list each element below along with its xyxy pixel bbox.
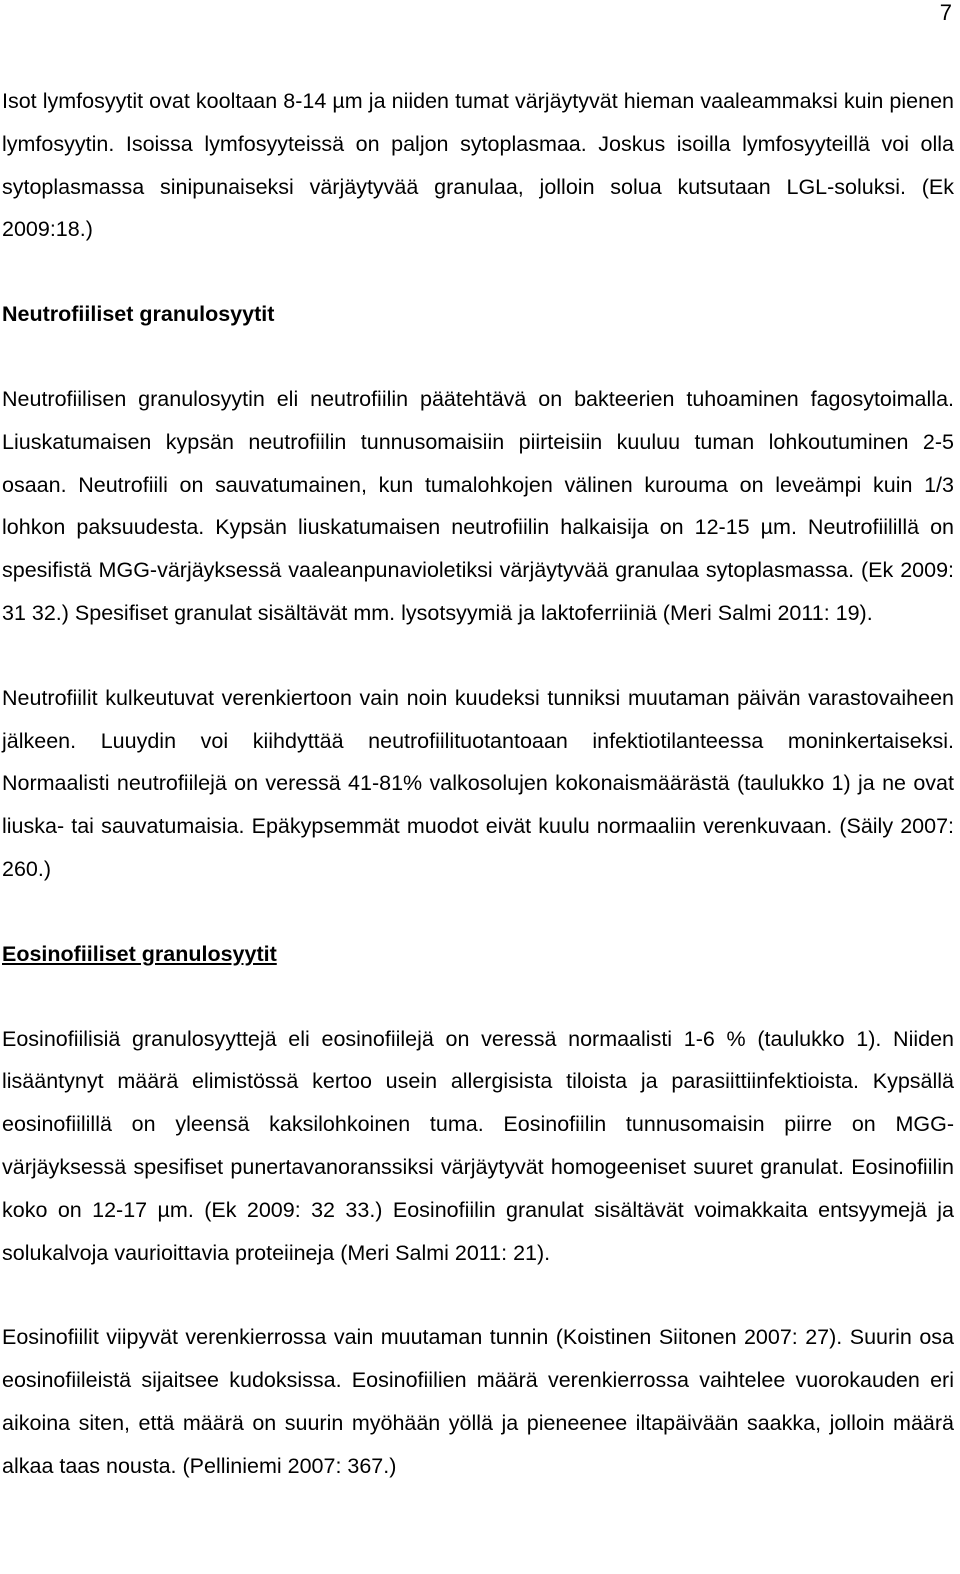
paragraph-eosinophil-description: Eosinofiilisiä granulosyyttejä eli eosinofiilejä on veressä normaalisti 1-6 % (taulukko 1). Niiden lisääntynyt määrä elimistössä kertoo usein allergisista tiloista ja parasiittiinfektioista. Kypsällä eosinofiilillä on yleensä kaksilohkoinen tuma. Eosinofiilin tunnusomaisin piirre on MGG-värjäyksessä spesifiset punertavanoranssiksi värjäytyvät homogeeniset suuret granulat. Eosinofiilin koko on 12-17 µm. (Ek 2009: 32 33.) Eosinofiilin granulat sisältävät voimakkaita entsyymejä ja solukalvoja vaurioittavia proteiineja (Meri Salmi 2011: 21). (2, 1026, 954, 1265)
section-heading-eosinophils: Eosinofiiliset granulosyytit (2, 941, 277, 966)
paragraph-eosinophil-circulation: Eosinofiilit viipyvät verenkierrossa vain muutaman tunnin (Koistinen Siitonen 2007: 27). Suurin osa eosinofiileistä sijaitsee kudoksissa. Eosinofiilien määrä verenkierrossa vaihtelee vuorokauden eri aikoina siten, että määrä on suurin myöhään yöllä ja pieneenee iltapäivään saakka, jolloin määrä alkaa taas nousta. (Pelliniemi 2007: 367.) (2, 1325, 954, 1478)
paragraph-large-lymphocytes: Isot lymfosyytit ovat kooltaan 8-14 µm ja niiden tumat värjäytyvät hieman vaaleammaksi kuin pienen lymfosyytin. Isoissa lymfosyyteissä on paljon sytoplasmaa. Joskus isoilla lymfosyyteillä voi olla sytoplasmassa sinipunaiseksi värjäytyvää granulaa, jolloin solua kutsutaan LGL-soluksi. (Ek 2009:18.) (2, 89, 954, 242)
document-body (2, 80, 954, 1530)
paragraph-neutrophil-circulation: Neutrofiilit kulkeutuvat verenkiertoon vain noin kuudeksi tunniksi muutaman päivän varastovaiheen jälkeen. Luuydin voi kiihdyttää neutrofiilituotantoaan infektiotilanteessa moninkertaiseksi. Normaalisti neutrofiilejä on veressä 41-81% valkosolujen kokonaismäärästä (taulukko 1) ja ne ovat liuska- tai sauvatumaisia. Epäkypsemmät muodot eivät kuulu normaaliin verenkuvaan. (Säily 2007: 260.) (2, 685, 954, 881)
paragraph-neutrophil-function: Neutrofiilisen granulosyytin eli neutrofiilin päätehtävä on bakteerien tuhoaminen fagosytoimalla. Liuskatumaisen kypsän neutrofiilin tunnusomaisiin piirteisiin kuuluu tuman lohkoutuminen 2-5 osaan. Neutrofiili on sauvatumainen, kun tumalohkojen välinen kurouma on leveämpi kuin 1/3 lohkon paksuudesta. Kypsän liuskatumaisen neutrofiilin halkaisija on 12-15 µm. Neutrofiilillä on spesifistä MGG-värjäyksessä vaaleanpunavioletiksi värjäytyvää granulaa sytoplasmassa. (Ek 2009: 31 32.) Spesifiset granulat sisältävät mm. lysotsyymiä ja laktoferriiniä (Meri Salmi 2011: 19). (2, 386, 954, 625)
page-number: 7 (939, 0, 952, 25)
section-heading-neutrophils: Neutrofiiliset granulosyytit (2, 302, 275, 327)
